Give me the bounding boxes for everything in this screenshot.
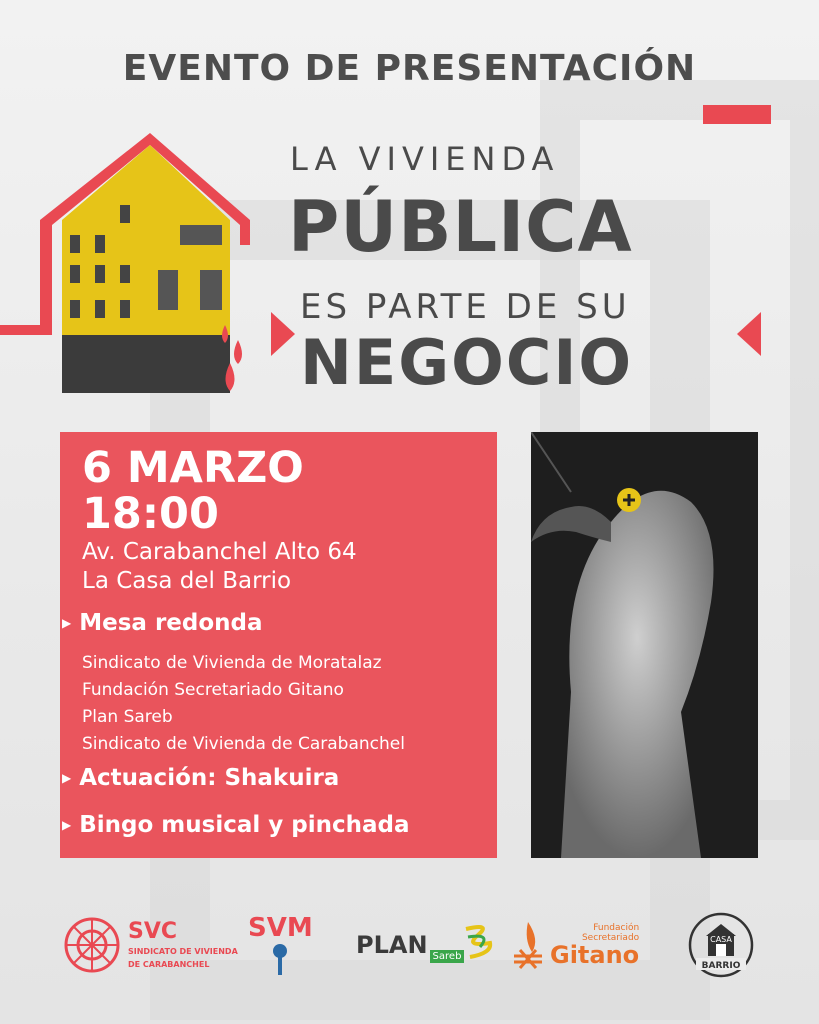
key-icon (270, 943, 290, 977)
mesa-redonda-heading (62, 610, 263, 636)
casa-barrio-logo (686, 905, 756, 985)
title-line-3: ES PARTE DE SU (300, 287, 631, 327)
spring-icon (464, 923, 494, 967)
svm-acronym: SVM (248, 913, 313, 943)
bingo-label: Bingo musical y pinchada (79, 812, 410, 838)
sareb-label: Sareb (430, 950, 465, 963)
bullet-arrow-icon: ▶ (62, 771, 72, 785)
actuacion-label: Actuación: Shakuira (79, 765, 340, 791)
vulture-illustration (531, 432, 758, 858)
plan-word: PLAN (356, 931, 428, 959)
svm-logo (248, 905, 313, 985)
barrio-text: BARRIO (701, 961, 741, 971)
event-address (82, 538, 357, 596)
flame-icon (510, 920, 546, 970)
gitano-top: Fundación (593, 923, 640, 933)
casa-barrio-badge (686, 910, 756, 980)
bullet-arrow-icon: ▶ (62, 818, 72, 832)
gitano-main: Gitano (550, 941, 640, 969)
gitano-mid: Secretariado (581, 933, 640, 943)
plan-sareb-logo (356, 905, 494, 985)
svc-acronym: SVC (128, 919, 178, 944)
title-line-4: NEGOCIO (300, 326, 634, 399)
address-line-1: Av. Carabanchel Alto 64 (82, 539, 357, 565)
gitano-logo (510, 905, 639, 985)
list-item: Sindicato de Vivienda de Carabanchel (82, 734, 405, 754)
title-line-1: LA VIVIENDA (290, 140, 560, 178)
house-building-graphic (0, 125, 260, 395)
event-time: 18:00 (82, 489, 219, 539)
mesa-redonda-list (82, 650, 405, 758)
bingo-item (62, 812, 410, 838)
right-triangle-icon (737, 312, 761, 356)
event-header: EVENTO DE PRESENTACIÓN (122, 48, 697, 89)
actuacion-item (62, 765, 339, 791)
list-item: Sindicato de Vivienda de Moratalaz (82, 653, 382, 673)
svc-logo (62, 905, 238, 985)
mesa-redonda-label: Mesa redonda (79, 610, 263, 636)
vulture-photo (531, 432, 758, 858)
list-item: Fundación Secretariado Gitano (82, 680, 344, 700)
svc-line-2: DE CARABANCHEL (128, 960, 210, 969)
left-triangle-icon (271, 312, 295, 356)
svc-rosette-icon (62, 915, 122, 975)
header-accent-bar (703, 105, 771, 124)
list-item: Plan Sareb (82, 707, 173, 727)
bullet-arrow-icon: ▶ (62, 616, 72, 630)
svc-line-1: SINDICATO DE VIVIENDA (128, 947, 238, 956)
address-line-2: La Casa del Barrio (82, 568, 292, 594)
event-date: 6 MARZO (82, 443, 304, 493)
sponsor-logos (0, 905, 819, 985)
title-line-2: PÚBLICA (288, 186, 633, 268)
casa-text: CASA (710, 935, 732, 944)
